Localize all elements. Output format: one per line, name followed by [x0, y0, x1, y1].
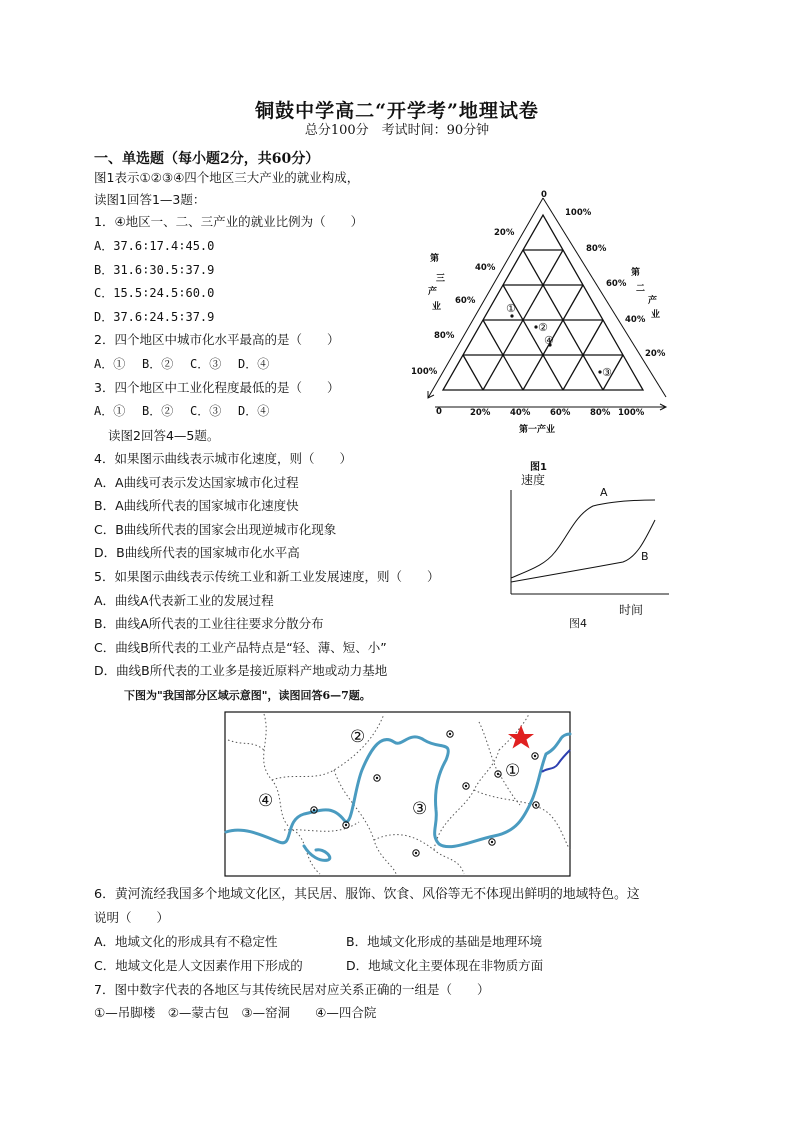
bottom-tick-60: 60%	[550, 408, 571, 418]
region-4-label: ④	[258, 791, 274, 811]
q2-option-a[interactable]: A．①	[94, 357, 126, 371]
bottom-tick-100: 100%	[618, 408, 645, 418]
q5-option-d[interactable]: D．曲线B所代表的工业多是接近原料产地或动力基地	[94, 663, 388, 678]
q4-option-a[interactable]: A．A曲线可表示发达国家城市化过程	[94, 475, 299, 490]
bottom-tick-20: 20%	[470, 408, 491, 418]
top-zero-label: 0	[541, 190, 547, 200]
q5-option-a[interactable]: A．曲线A代表新工业的发展过程	[94, 593, 274, 608]
right-tick-20: 20%	[645, 349, 666, 359]
q6-option-a[interactable]: A．地域文化的形成具有不稳定性	[94, 934, 278, 949]
right-axis-char-2: 二	[636, 284, 646, 294]
section-heading: 一、单选题（每小题2分，共60分）	[94, 151, 320, 167]
exam-subtitle: 总分100分 考试时间：90分钟	[304, 123, 490, 138]
ternary-diagram	[408, 185, 678, 440]
point-1-label: ①	[506, 302, 516, 315]
q4-option-c[interactable]: C．B曲线所代表的国家会出现逆城市化现象	[94, 522, 337, 537]
q7-items: ①—吊脚楼 ②—蒙古包 ③—窑洞 ④—四合院	[94, 1005, 377, 1020]
point-3-label: ③	[602, 366, 612, 379]
left-axis-char-2: 三	[436, 274, 446, 284]
right-axis-char-3: 产	[648, 296, 658, 306]
fig2-caption: 图4	[569, 617, 587, 630]
right-tick-80: 80%	[586, 244, 607, 254]
left-axis-char-4: 业	[432, 302, 442, 312]
q1-option-d[interactable]: D．37.6∶24.5∶37.9	[94, 310, 215, 324]
speed-time-chart	[505, 470, 675, 630]
q3-option-c[interactable]: C．③	[190, 404, 222, 418]
fig1-caption: 图1	[530, 462, 547, 473]
q3-option-a[interactable]: A．①	[94, 404, 126, 418]
right-tick-100: 100%	[565, 208, 592, 218]
left-axis-char-1: 第	[430, 254, 440, 264]
q2-options	[94, 356, 269, 372]
intro-line-2: 读图1回答1—3题：	[94, 192, 206, 207]
q6-option-d[interactable]: D．地域文化主要体现在非物质方面	[346, 958, 544, 973]
y-axis-label: 速度	[521, 473, 546, 487]
q3-option-d[interactable]: D．④	[238, 404, 270, 418]
point-4-label: ④	[544, 334, 554, 347]
right-tick-60: 60%	[606, 279, 627, 289]
exam-title: 铜鼓中学高二“开学考”地理试卷	[255, 100, 539, 122]
bottom-tick-80: 80%	[590, 408, 611, 418]
q3-stem: 3．四个地区中工业化程度最低的是（ ）	[94, 380, 340, 395]
q1-option-c[interactable]: C．15.5∶24.5∶60.0	[94, 286, 215, 300]
region-2-label: ②	[350, 727, 366, 747]
intro-line-1: 图1表示①②③④四个地区三大产业的就业构成，	[94, 170, 360, 185]
curve-a-label: A	[600, 486, 608, 499]
region-3-label: ③	[412, 799, 428, 819]
x-axis-label: 时间	[619, 603, 644, 617]
q5-stem: 5．如果图示曲线表示传统工业和新工业发展速度，则（ ）	[94, 569, 440, 584]
read-fig2-instruction: 读图2回答4—5题。	[108, 428, 220, 443]
q3-options	[94, 403, 269, 419]
right-axis-char-4: 业	[651, 310, 661, 320]
left-tick-100: 100%	[411, 367, 438, 377]
bottom-tick-40: 40%	[510, 408, 531, 418]
left-tick-80: 80%	[434, 331, 455, 341]
regional-map	[224, 710, 572, 878]
q2-option-c[interactable]: C．③	[190, 357, 222, 371]
left-tick-60: 60%	[455, 296, 476, 306]
q4-option-d[interactable]: D．B曲线所代表的国家城市化水平高	[94, 545, 300, 560]
right-tick-40: 40%	[625, 315, 646, 325]
q6-stem-line-1: 6．黄河流经我国多个地域文化区，其民居、服饰、饮食、风俗等无不体现出鲜明的地域特色。这	[94, 887, 640, 902]
q4-option-b[interactable]: B．A曲线所代表的国家城市化速度快	[94, 498, 299, 513]
curve-b	[511, 520, 655, 582]
q1-option-b[interactable]: B．31.6∶30.5∶37.9	[94, 263, 215, 277]
left-axis-char-3: 产	[428, 287, 438, 297]
q1-option-a[interactable]: A．37.6∶17.4∶45.0	[94, 239, 215, 253]
q5-option-c[interactable]: C．曲线B所代表的工业产品特点是“轻、薄、短、小”	[94, 640, 387, 655]
curve-a	[511, 500, 655, 578]
point-2-label: ②	[538, 321, 548, 334]
q6-option-b[interactable]: B．地域文化形成的基础是地理环境	[346, 934, 543, 949]
q4-stem: 4．如果图示曲线表示城市化速度，则（ ）	[94, 451, 352, 466]
q7-stem: 7．图中数字代表的各地区与其传统民居对应关系正确的一组是（ ）	[94, 982, 490, 997]
map-instruction: 下图为"我国部分区域示意图"，读图回答6—7题。	[124, 689, 371, 702]
q6-stem-line-2: 说明（ ）	[94, 910, 170, 925]
q3-option-b[interactable]: B．②	[142, 404, 174, 418]
q6-option-c[interactable]: C．地域文化是人文因素作用下形成的	[94, 958, 303, 973]
right-axis-char-1: 第	[631, 268, 641, 278]
q1-stem: 1．④地区一、二、三产业的就业比例为（ ）	[94, 214, 364, 229]
bottom-tick-0: 0	[436, 407, 442, 417]
q5-option-b[interactable]: B．曲线A所代表的工业往往要求分散分布	[94, 616, 324, 631]
q2-stem: 2．四个地区中城市化水平最高的是（ ）	[94, 332, 340, 347]
left-tick-40: 40%	[475, 263, 496, 273]
bottom-axis-label: 第一产业	[519, 425, 556, 435]
curve-b-label: B	[641, 550, 649, 563]
region-1-label: ①	[505, 761, 521, 781]
q2-option-b[interactable]: B．②	[142, 357, 174, 371]
q2-option-d[interactable]: D．④	[238, 357, 270, 371]
left-tick-20: 20%	[494, 228, 515, 238]
